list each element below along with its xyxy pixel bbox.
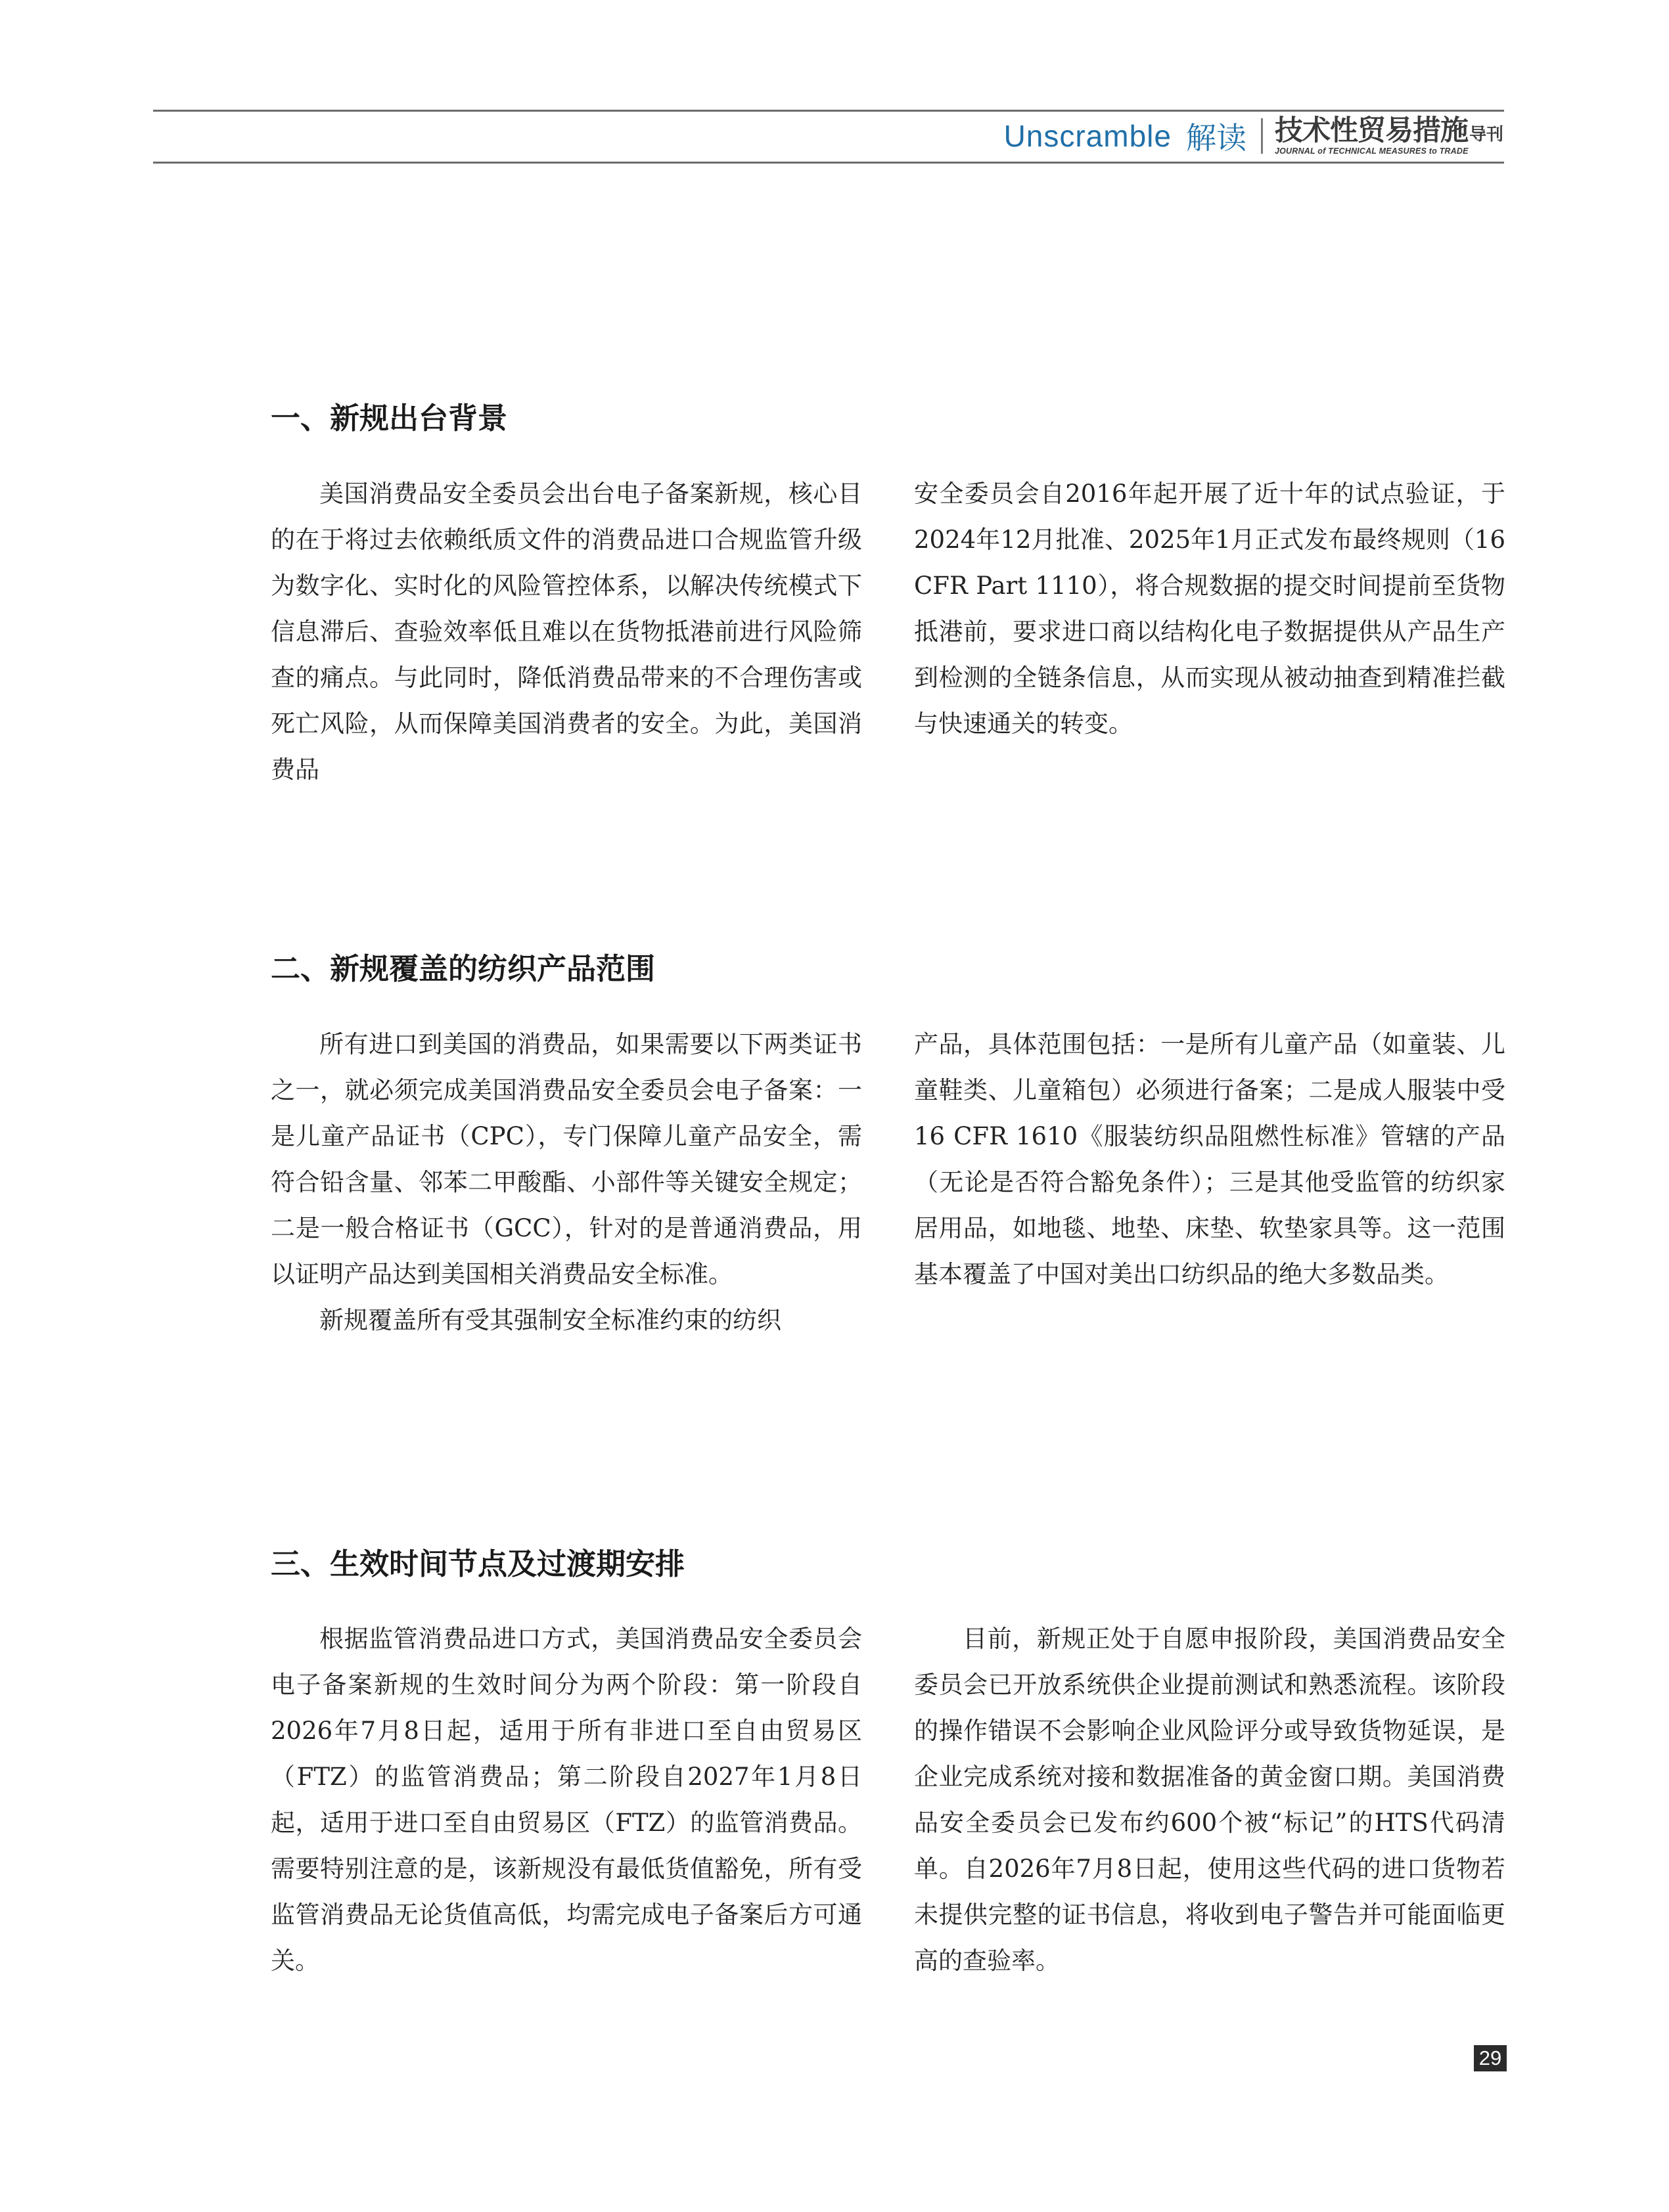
journal-title-suffix: 导刊 <box>1469 124 1503 145</box>
header-rule-bottom <box>153 162 1504 164</box>
section-1-right-column <box>914 471 1505 747</box>
paragraph: 新规覆盖所有受其强制安全标准约束的纺织 <box>319 1306 781 1334</box>
paragraph: 安全委员会自2016年起开展了近十年的试点验证，于2024年12月批准、2025年1月正式发布最终规则（16 CFR Part 1110），将合规数据的提交时间提前至货物抵港前，要求进口商以结构化电子数据提供从产品生产到检测的全链条信息，从而实现从被动抽查到精准拦截与快速通关的转变。 <box>914 480 1505 738</box>
journal-title-en: JOURNAL of TECHNICAL MEASURES to TRADE <box>1274 146 1469 156</box>
paragraph: 产品，具体范围包括：一是所有儿童产品（如童装、儿童鞋类、儿童箱包）必须进行备案；二是成人服装中受16 CFR 1610《服装纺织品阻燃性标准》管辖的产品（无论是否符合豁免条件）；三是其他受监管的纺织家居用品，如地毯、地垫、床垫、软垫家具等。这一范围基本覆盖了中国对美出口纺织品的绝大多数品类。 <box>914 1030 1505 1288</box>
paragraph: 目前，新规正处于自愿申报阶段，美国消费品安全委员会已开放系统供企业提前测试和熟悉流程。该阶段的操作错误不会影响企业风险评分或导致货物延误，是企业完成系统对接和数据准备的黄金窗口期。美国消费品安全委员会已发布约600个被“标记”的HTS代码清单。自2026年7月8日起，使用这些代码的进口货物若未提供完整的证书信息，将收到电子警告并可能面临更高的查验率。 <box>914 1625 1505 1975</box>
section-heading: 三、生效时间节点及过渡期安排 <box>271 1546 685 1581</box>
header-divider <box>1261 118 1263 154</box>
section-3-left-column <box>271 1616 862 1984</box>
section-3-right-column <box>914 1616 1505 1984</box>
page-number: 29 <box>1474 2045 1507 2071</box>
section-2-left-column <box>271 1022 862 1343</box>
journal-logo <box>1274 114 1503 156</box>
section-1-left-column <box>271 471 862 793</box>
running-header <box>1004 114 1503 158</box>
section-label-zh: 解读 <box>1185 120 1246 156</box>
paragraph: 所有进口到美国的消费品，如果需要以下两类证书之一，就必须完成美国消费品安全委员会电子备案：一是儿童产品证书（CPC），专门保障儿童产品安全，需符合铅含量、邻苯二甲酸酯、小部件等关键安全规定；二是一般合格证书（GCC），针对的是普通消费品，用以证明产品达到美国相关消费品安全标准。 <box>271 1030 862 1288</box>
journal-title: 技术性贸易措施 <box>1274 114 1468 147</box>
section-2-right-column <box>914 1022 1505 1298</box>
section-heading: 二、新规覆盖的纺织产品范围 <box>271 951 656 986</box>
paragraph: 美国消费品安全委员会出台电子备案新规，核心目的在于将过去依赖纸质文件的消费品进口合规监管升级为数字化、实时化的风险管控体系，以解决传统模式下信息滞后、查验效率低且难以在货物抵港前进行风险筛查的痛点。与此同时，降低消费品带来的不合理伤害或死亡风险，从而保障美国消费者的安全。为此，美国消费品 <box>271 480 862 784</box>
section-heading: 一、新规出台背景 <box>271 401 508 436</box>
section-label-en: Unscramble <box>1003 119 1172 153</box>
header-rule-top <box>153 110 1504 112</box>
paragraph: 根据监管消费品进口方式，美国消费品安全委员会电子备案新规的生效时间分为两个阶段：第一阶段自2026年7月8日起，适用于所有非进口至自由贸易区（FTZ）的监管消费品；第二阶段自2027年1月8日起，适用于进口至自由贸易区（FTZ）的监管消费品。需要特别注意的是，该新规没有最低货值豁免，所有受监管消费品无论货值高低，均需完成电子备案后方可通关。 <box>271 1625 862 1975</box>
